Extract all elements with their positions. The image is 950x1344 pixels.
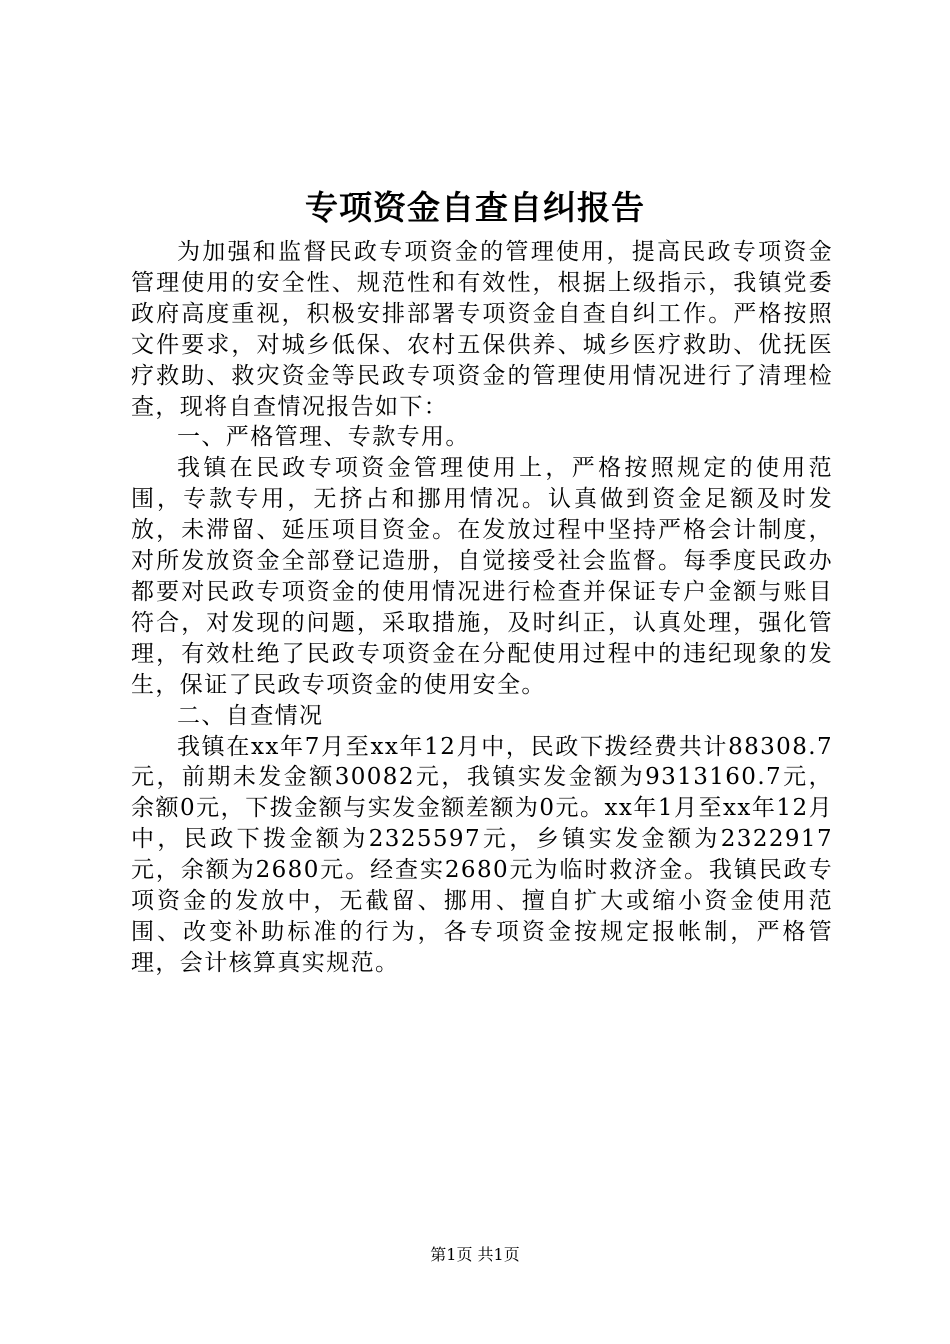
section-heading-1: 一、严格管理、专款专用。	[177, 424, 470, 451]
page-footer: 第1页 共1页	[430, 1245, 520, 1264]
section-2-paragraph: 我镇在xx年7月至xx年12月中，民政下拨经费共计88308.7元，前期未发金额30082元，我镇实发金额为9313160.7元，余额0元，下拨金额与实发金额差额为0元。xx年1月至xx年12月中，民政下拨金额为2325597元，乡镇实发金额为2322917元，余额为2680元。经查实2680元为临时救济金。我镇民政专项资金的发放中，无截留、挪用、擅自扩大或缩小资金使用范围、改变补助标准的行为，各专项资金按规定报帐制，严格管理，会计核算真实规范。	[131, 733, 833, 976]
intro-paragraph: 为加强和监督民政专项资金的管理使用，提高民政专项资金管理使用的安全性、规范性和有效性，根据上级指示，我镇党委政府高度重视，积极安排部署专项资金自查自纠工作。严格按照文件要求，对城乡低保、农村五保供养、城乡医疗救助、优抚医疗救助、救灾资金等民政专项资金的管理使用情况进行了清理检查，现将自查情况报告如下：	[131, 239, 833, 420]
section-1-paragraph: 我镇在民政专项资金管理使用上，严格按照规定的使用范围，专款专用，无挤占和挪用情况。认真做到资金足额及时发放，未滞留、延压项目资金。在发放过程中坚持严格会计制度，对所发放资金全部登记造册，自觉接受社会监督。每季度民政办都要对民政专项资金的使用情况进行检查并保证专户金额与账目符合，对发现的问题，采取措施，及时纠正，认真处理，强化管理，有效杜绝了民政专项资金在分配使用过程中的违纪现象的发生，保证了民政专项资金的使用安全。	[131, 455, 833, 698]
document-body	[131, 237, 833, 979]
document-title: 专项资金自查自纠报告	[305, 188, 645, 227]
section-heading-2: 二、自查情况	[177, 702, 324, 729]
